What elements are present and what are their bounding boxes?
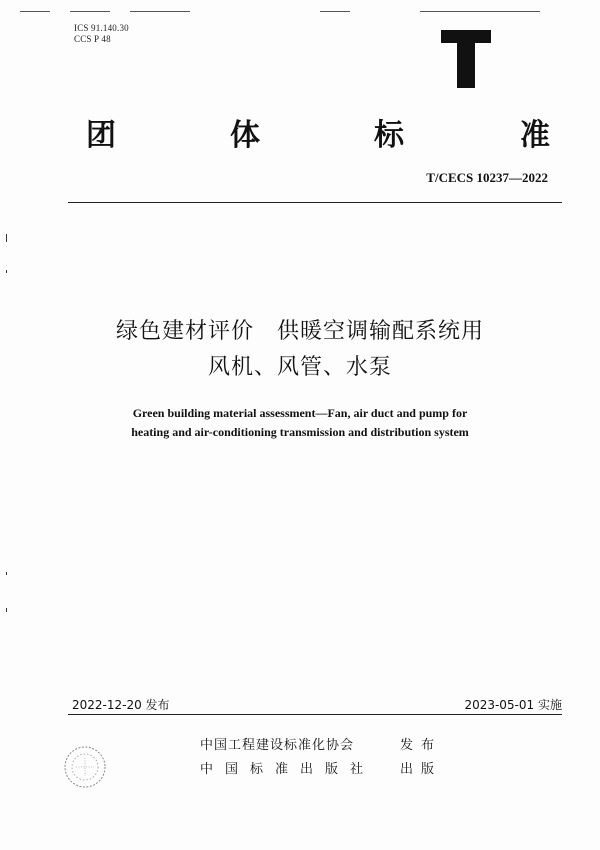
publisher-action: 出版 bbox=[400, 762, 443, 777]
ics-code: ICS 91.140.30 bbox=[74, 23, 129, 33]
title-english-line2: heating and air-conditioning transmission and distribution system bbox=[131, 425, 469, 439]
association-seal-icon bbox=[62, 744, 108, 790]
publish-date: 2022-12-20 发布 bbox=[72, 698, 170, 712]
publisher-row bbox=[200, 758, 442, 777]
publisher-row bbox=[200, 734, 442, 753]
title-english bbox=[0, 404, 600, 442]
category-char: 准 bbox=[520, 118, 550, 153]
scan-edge-line bbox=[320, 11, 350, 12]
title-chinese-line2: 风机、风管、水泵 bbox=[207, 355, 392, 380]
scan-edge-line bbox=[130, 11, 190, 12]
footer-divider bbox=[68, 714, 562, 715]
scan-edge-mark bbox=[6, 572, 7, 575]
publisher-name: 中国标准出版社 bbox=[200, 762, 376, 777]
ccs-code: CCS P 48 bbox=[74, 34, 111, 44]
title-chinese-line1: 绿色建材评价 供暖空调输配系统用 bbox=[115, 319, 484, 344]
classification-codes bbox=[74, 23, 129, 45]
publisher-action: 发布 bbox=[400, 738, 443, 753]
scan-edge-line bbox=[20, 11, 50, 12]
publisher-name: 中国工程建设标准化协会 bbox=[200, 738, 355, 753]
title-english-line1: Green building material assessment—Fan, air duct and pump for bbox=[132, 406, 468, 420]
header-divider bbox=[68, 202, 562, 203]
standard-number: T/CECS 10237—2022 bbox=[426, 170, 548, 185]
scan-edge-mark bbox=[6, 270, 7, 273]
scan-edge-mark bbox=[6, 234, 7, 242]
standard-type-logo bbox=[441, 30, 491, 88]
category-char: 标 bbox=[374, 118, 404, 153]
category-char: 体 bbox=[230, 118, 260, 153]
scan-edge-mark bbox=[6, 608, 7, 612]
scan-edge-line bbox=[70, 11, 110, 12]
scan-edge-line bbox=[420, 11, 540, 12]
category-char: 团 bbox=[86, 118, 116, 153]
standard-category bbox=[86, 110, 556, 153]
implement-date: 2023-05-01 实施 bbox=[464, 698, 562, 712]
